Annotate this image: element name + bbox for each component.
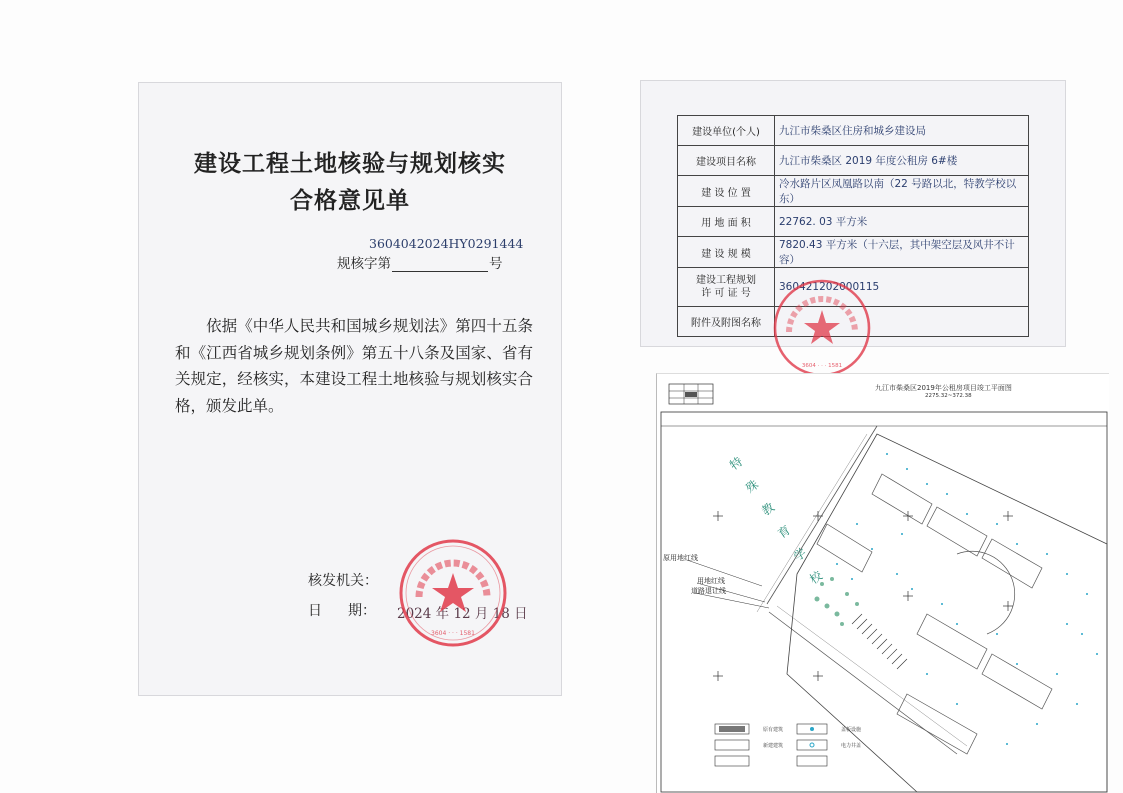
ref-blank-underline [392,257,488,272]
official-seal-icon [397,537,509,649]
official-seal-icon [771,277,873,379]
date-label-b: 期： [348,603,376,619]
site-plan-title: 九江市柴桑区2019年公租房项目竣工平面图 [875,384,1012,392]
ref-suffix: 号 [489,256,503,272]
date-label-a: 日 [308,603,322,619]
table-row [678,237,1029,268]
row-value: 九江市柴桑区住房和城乡建设局 [775,116,1029,146]
site-plan-drawing [656,373,1109,793]
row-label: 用 地 面 积 [678,207,775,237]
row-value: 九江市柴桑区 2019 年度公租房 6#楼 [775,146,1029,176]
svg-text:3604 · · · 1581: 3604 · · · 1581 [431,630,475,637]
ref-prefix: 规核字第 [337,256,391,272]
legend-power-well: 电力井盖 [841,743,862,749]
row-value: 22762. 03 平方米 [775,207,1029,237]
row-label: 建 设 规 模 [678,237,775,268]
row-label: 建设单位(个人) [678,116,775,146]
road-setback-label: 道路退让线 [691,587,726,595]
certificate-ref-line [337,252,503,272]
row-value: 冷水路片区凤凰路以南（22 号路以北，特教学校以东） [775,176,1029,207]
table-row [678,146,1029,176]
legend-cover-facility: 盖板设施 [841,727,862,733]
original-red-line-label: 原用地红线 [663,554,698,562]
site-plan-subtitle: 2275.32~372.38 [925,393,972,399]
row-label: 建设工程规划 许 可 证 号 [678,268,775,307]
certificate-body-text: 依据《中华人民共和国城乡规划法》第四十五条和《江西省城乡规划条例》第五十八条及国家、省有关规定，经核实，本建设工程土地核验与规划核实合格，颁发此单。 [175,317,533,415]
row-label: 建 设 位 置 [678,176,775,207]
school-label: 特 殊 教 育 学 校 [726,454,828,592]
row-label: 附件及附图名称 [678,307,775,337]
certificate-body [175,313,533,419]
info-sheet [640,80,1066,369]
legend-new-building: 新建建筑 [763,743,784,749]
date-label [308,600,376,620]
table-row [678,176,1029,207]
certificate-title-line1: 建设工程土地核验与规划核实 [194,151,506,177]
svg-text:3604 · · · 1581: 3604 · · · 1581 [801,363,843,369]
certificate-sheet [138,82,562,696]
certificate-title-line2: 合格意见单 [290,188,410,214]
row-label: 建设项目名称 [678,146,775,176]
certificate-number: 3604042024HY0291444 [369,236,524,251]
land-red-line-label: 用地红线 [697,577,725,585]
table-row [678,207,1029,237]
issue-date: 2024 年 12 月 18 日 [397,606,528,622]
table-row [678,116,1029,146]
row-value: 7820.43 平方米（十六层，其中架空层及风井不计容） [775,237,1029,268]
legend-existing-building: 原有建筑 [763,727,784,733]
row-value: 360421202000115 [775,268,1029,307]
issuer-label: 核发机关： [308,573,378,589]
